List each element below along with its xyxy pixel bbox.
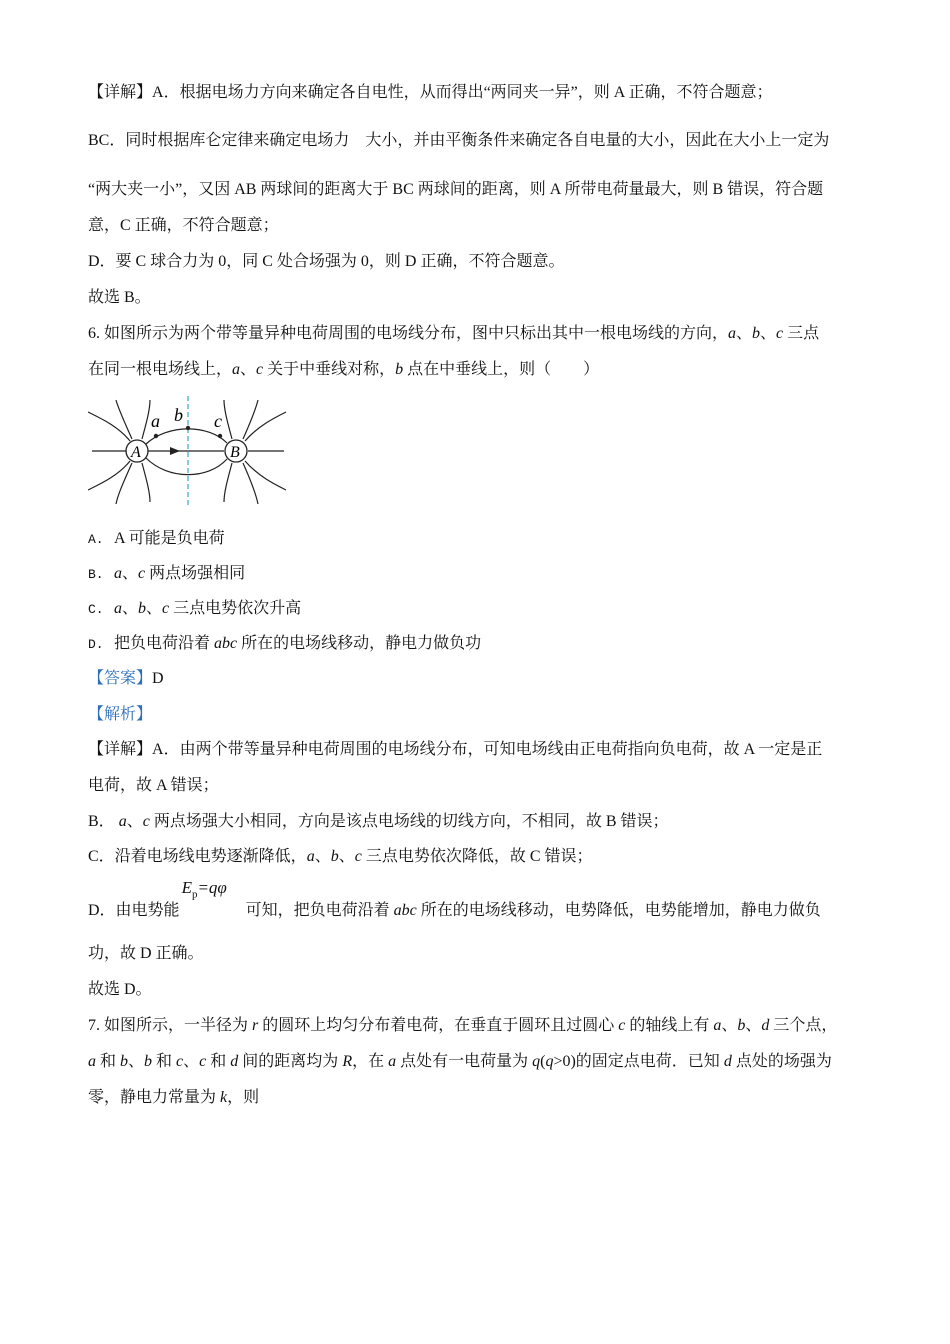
italic-variable: a (713, 1017, 722, 1034)
explain-line-4 (88, 847, 593, 867)
question-6-line-2 (88, 360, 599, 380)
italic-variable: k (220, 1089, 228, 1106)
italic-variable: abc (214, 635, 238, 652)
explain-line-2: 电荷，故 A 错误； (88, 777, 219, 794)
text-fragment: 、 (760, 325, 777, 342)
text-fragment: ，在 (352, 1053, 389, 1070)
italic-variable: abc (393, 902, 417, 919)
text-fragment: B. (88, 567, 104, 582)
text-fragment: 6. 如图所示为两个带等量异种电荷周围的电场线分布，图中只标出其中一根电场线的方向， (88, 325, 729, 342)
charge-b-label: B (230, 444, 240, 461)
text-fragment: 关于中垂线对称， (263, 361, 396, 378)
text-fragment: 【详解】 (88, 84, 153, 101)
text-fragment: C．沿着电场线电势逐渐降低， (88, 848, 307, 865)
text-fragment: 两点场强相同 (145, 565, 246, 582)
text-fragment: 和 (152, 1053, 177, 1070)
italic-variable: a (728, 325, 737, 342)
text-fragment: 零，静电力常量为 (88, 1089, 221, 1106)
text-fragment: 在同一根电场线上， (88, 361, 233, 378)
detail-line-4: 意，C 正确，不符合题意； (88, 217, 279, 234)
text-fragment: 【详解】 (88, 741, 153, 758)
field-direction-arrow (170, 447, 180, 455)
text-fragment: 、 (240, 361, 257, 378)
italic-variable: c (256, 361, 264, 378)
italic-variable: c (199, 1053, 207, 1070)
point-b-label: b (174, 405, 183, 425)
text-fragment: 可知，把负电荷沿着 (245, 902, 394, 919)
italic-variable: a (232, 361, 241, 378)
point-b (186, 426, 190, 430)
analysis-tag: 【解析】 (88, 706, 153, 723)
point-c-label: c (214, 411, 222, 431)
text-fragment: 和 (206, 1053, 231, 1070)
explain-line-3 (88, 812, 669, 832)
text-fragment: 、 (128, 1053, 145, 1070)
answer-line (88, 669, 164, 689)
italic-variable: a (88, 1053, 96, 1070)
point-a (154, 434, 158, 438)
italic-variable: c (618, 1017, 626, 1034)
explain-line-6: 功，故 D 正确。 (88, 945, 204, 962)
italic-variable: E (181, 878, 192, 897)
text-fragment: D．由电势能 (88, 902, 180, 919)
italic-variable: b (737, 1017, 746, 1034)
text-fragment: 、 (122, 600, 139, 617)
italic-variable: a (118, 813, 127, 830)
option-d[interactable] (88, 634, 481, 655)
text-fragment: 三点电势依次升高 (169, 600, 302, 617)
text-fragment: 的轴线上有 (625, 1017, 714, 1034)
text-fragment: 、 (183, 1053, 200, 1070)
text-fragment: 、 (745, 1017, 762, 1034)
text-fragment: 间的距离均为 (238, 1053, 343, 1070)
text-fragment: A．根据电场力方向来确定各自电性，从而得出“两同夹一异”，则 A 正确，不符合题意； (152, 84, 773, 101)
text-fragment (182, 878, 227, 904)
detail-line-5: D．要 C 球合力为 0，同 C 处合场强为 0，则 D 正确，不符合题意。 (88, 253, 565, 270)
detail-conclusion: 故选 B。 (88, 289, 151, 306)
option-a[interactable] (88, 529, 225, 550)
detail-line-3: “两大夹一小”，又因 AB 两球间的距离大于 BC 两球间的距离，则 A 所带电荷量最大，则 B 错误，符合题 (88, 181, 824, 198)
italic-variable: d (761, 1017, 770, 1034)
point-c (218, 434, 222, 438)
italic-variable: d (723, 1053, 732, 1070)
italic-variable: c (162, 600, 170, 617)
text-fragment: 的圆环上均匀分布着电荷，在垂直于圆环且过圆心 (258, 1017, 619, 1034)
question-7-line-3 (88, 1088, 259, 1108)
text-fragment: 、 (721, 1017, 738, 1034)
italic-variable: r (252, 1017, 259, 1034)
text-fragment: C. (88, 602, 104, 617)
text-fragment: 7. 如图所示，一半径为 (88, 1017, 253, 1034)
italic-variable: c (176, 1053, 184, 1070)
text-fragment: A．由两个带等量异种电荷周围的电场线分布，可知电场线由正电荷指向负电荷，故 A 一定是正 (152, 741, 823, 758)
text-fragment: 、 (146, 600, 163, 617)
italic-variable: =qφ (197, 878, 227, 897)
point-a-label: a (151, 411, 160, 431)
text-fragment: 点在中垂线上，则（ ） (403, 361, 600, 378)
italic-variable: b (120, 1053, 129, 1070)
text-fragment: 所在的电场线移动，电势降低，电势能增加，静电力做负 (416, 902, 821, 919)
option-b[interactable] (88, 564, 245, 585)
text-fragment: ，则 (227, 1089, 260, 1106)
italic-variable: c (142, 813, 150, 830)
answer-value: D (152, 670, 164, 687)
answer-tag: 【答案】 (88, 670, 153, 687)
detail-line-1 (88, 83, 772, 103)
explain-line-1 (88, 740, 822, 760)
italic-variable: q (545, 1053, 554, 1070)
text-fragment: ( (540, 1053, 546, 1070)
italic-variable: a (114, 600, 122, 617)
question-7-line-1 (88, 1016, 837, 1036)
text-fragment: 点处的场强为 (731, 1053, 832, 1070)
text-fragment: 点处有一电荷量为 (396, 1053, 533, 1070)
text-fragment: 三点 (783, 325, 820, 342)
text-fragment: A. (88, 532, 104, 547)
italic-variable: a (306, 848, 315, 865)
italic-variable: a (388, 1053, 397, 1070)
text-fragment: 、 (126, 813, 143, 830)
text-fragment: A 可能是负电荷 (114, 530, 225, 547)
option-c[interactable] (88, 599, 301, 620)
italic-variable: c (776, 325, 784, 342)
explain-conclusion: 故选 D。 (88, 981, 152, 998)
italic-variable: b (330, 848, 339, 865)
italic-variable: b (138, 600, 147, 617)
text-fragment: 把负电荷沿着 (114, 635, 215, 652)
text-fragment: D. (88, 637, 104, 652)
charge-a-label: A (131, 444, 141, 461)
text-fragment: 、 (122, 565, 139, 582)
question-6-line-1 (88, 324, 819, 344)
question-7-line-2 (88, 1052, 832, 1072)
text-fragment: 和 (96, 1053, 121, 1070)
text-fragment: B． (88, 813, 119, 830)
text-fragment: 所在的电场线移动，静电力做负功 (237, 635, 482, 652)
italic-variable: b (395, 361, 404, 378)
text-fragment: 、 (736, 325, 753, 342)
text-fragment: 两点场强大小相同，方向是该点电场线的切线方向，不相同，故 B 错误； (149, 813, 669, 830)
electric-field-lines-figure (88, 396, 288, 508)
italic-variable: b (752, 325, 761, 342)
italic-variable: b (144, 1053, 153, 1070)
italic-variable: c (138, 565, 146, 582)
text-fragment: 、 (338, 848, 355, 865)
text-fragment: 三点电势依次降低，故 C 错误； (361, 848, 593, 865)
italic-variable: d (230, 1053, 239, 1070)
text-fragment: 三个点， (769, 1017, 838, 1034)
text-fragment: >0)的固定点电荷．已知 (553, 1053, 724, 1070)
italic-variable: a (114, 565, 122, 582)
italic-variable: R (342, 1053, 353, 1070)
text-fragment: p (191, 888, 198, 901)
italic-variable: c (354, 848, 362, 865)
italic-variable: q (532, 1053, 541, 1070)
text-fragment: 、 (314, 848, 331, 865)
detail-line-2: BC．同时根据库仑定律来确定电场力 大小，并由平衡条件来确定各自电量的大小，因此在大小上一定为 (88, 132, 830, 149)
